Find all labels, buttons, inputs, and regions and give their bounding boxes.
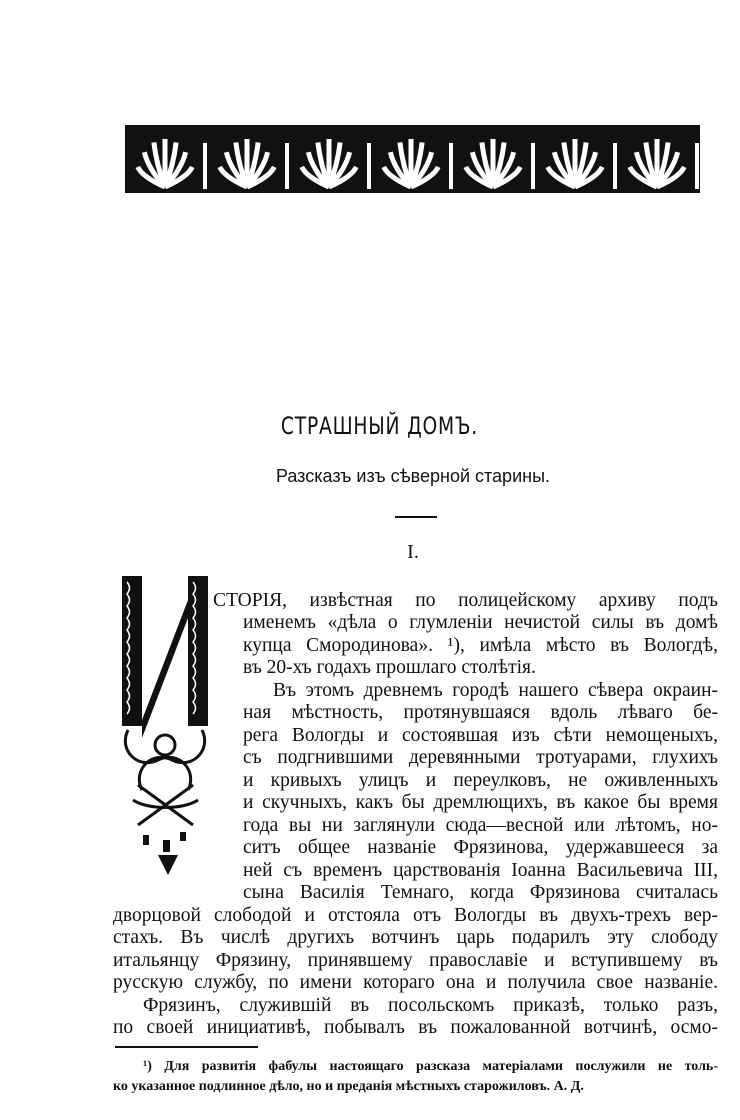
palmette-ornament	[302, 139, 371, 189]
palmette-ornament	[630, 139, 699, 189]
palmette-ornament	[138, 139, 207, 189]
section-divider	[395, 516, 437, 518]
body-text-line: ней съ временъ царствованія Іоанна Васильевича III,	[243, 860, 718, 881]
palmette-ornament	[384, 139, 453, 189]
footnote-line: ко указанное подлинное дѣло, но и преданія мѣстныхъ старожиловъ. А. Д.	[113, 1079, 584, 1094]
body-text-line: купца Смородинова». ¹), имѣла мѣсто въ Вологдѣ,	[243, 635, 718, 656]
body-text-line: рега Вологды и состоявшая изъ сѣти немощеныхъ,	[243, 725, 718, 746]
chapter-number: I.	[407, 541, 419, 563]
body-text-line: съ подгнившими деревянными тротуарами, глухихъ	[243, 747, 718, 768]
ornamental-dropcap-icon	[118, 570, 218, 880]
body-text-line: русскую службу, по имени котораго она и получила свое названіе.	[113, 972, 718, 993]
body-text-line: Фрязинъ, служившій въ посольскомъ приказѣ, только разъ,	[143, 995, 718, 1016]
body-text-line: стахъ. Въ числѣ другихъ вотчинъ царь подарилъ эту слободу	[113, 927, 718, 948]
body-text-line: Въ этомъ древнемъ городѣ нашего сѣвера окраин-	[273, 680, 718, 701]
footnote-rule	[115, 1046, 258, 1048]
body-text-line: въ 20-хъ годахъ прошлаго столѣтія.	[243, 657, 536, 678]
body-text-line: СТОРІЯ, извѣстная по полицейскому архиву подъ	[213, 590, 718, 611]
body-text-line: года вы ни заглянули сюда—весной или лѣтомъ, но-	[243, 815, 718, 836]
palmette-ornament	[548, 139, 617, 189]
body-text-line: по своей инициативѣ, побывалъ въ пожалованной вотчинѣ, осмо-	[113, 1017, 718, 1038]
palmette-ornament	[466, 139, 535, 189]
body-text-line: итальянцу Фрязину, принявшему православіе и вступившему въ	[113, 950, 718, 971]
body-text-line: дворцовой слободой и отстояла отъ Вологды въ двухъ-трехъ вер-	[113, 905, 718, 926]
body-text-line: именемъ «дѣла о глумленіи нечистой силы въ домѣ	[243, 612, 718, 633]
page-title: СТРАШНЫЙ ДОМЪ.	[280, 412, 479, 440]
body-text-line: ная мѣстность, протянувшаяся вдоль лѣваго бе-	[243, 702, 718, 723]
body-text-line: сына Василія Темнаго, когда Фрязинова считалась	[243, 882, 718, 903]
body-text-line: ситъ общее названіе Фрязинова, удержавшееся за	[243, 837, 718, 858]
body-text-line: и скучныхъ, какъ бы дремлющихъ, въ какое бы время	[243, 792, 718, 813]
palmette-ornament	[220, 139, 289, 189]
subtitle: Разсказъ изъ сѣверной старины.	[275, 466, 551, 486]
body-text-line: и кривыхъ улицъ и переулковъ, не оживленныхъ	[243, 770, 718, 791]
ornamental-headpiece-banner	[125, 125, 700, 193]
footnote-line: ¹) Для развитія фабулы настоящаго разсказа матеріалами послужили не толь-	[143, 1059, 718, 1074]
